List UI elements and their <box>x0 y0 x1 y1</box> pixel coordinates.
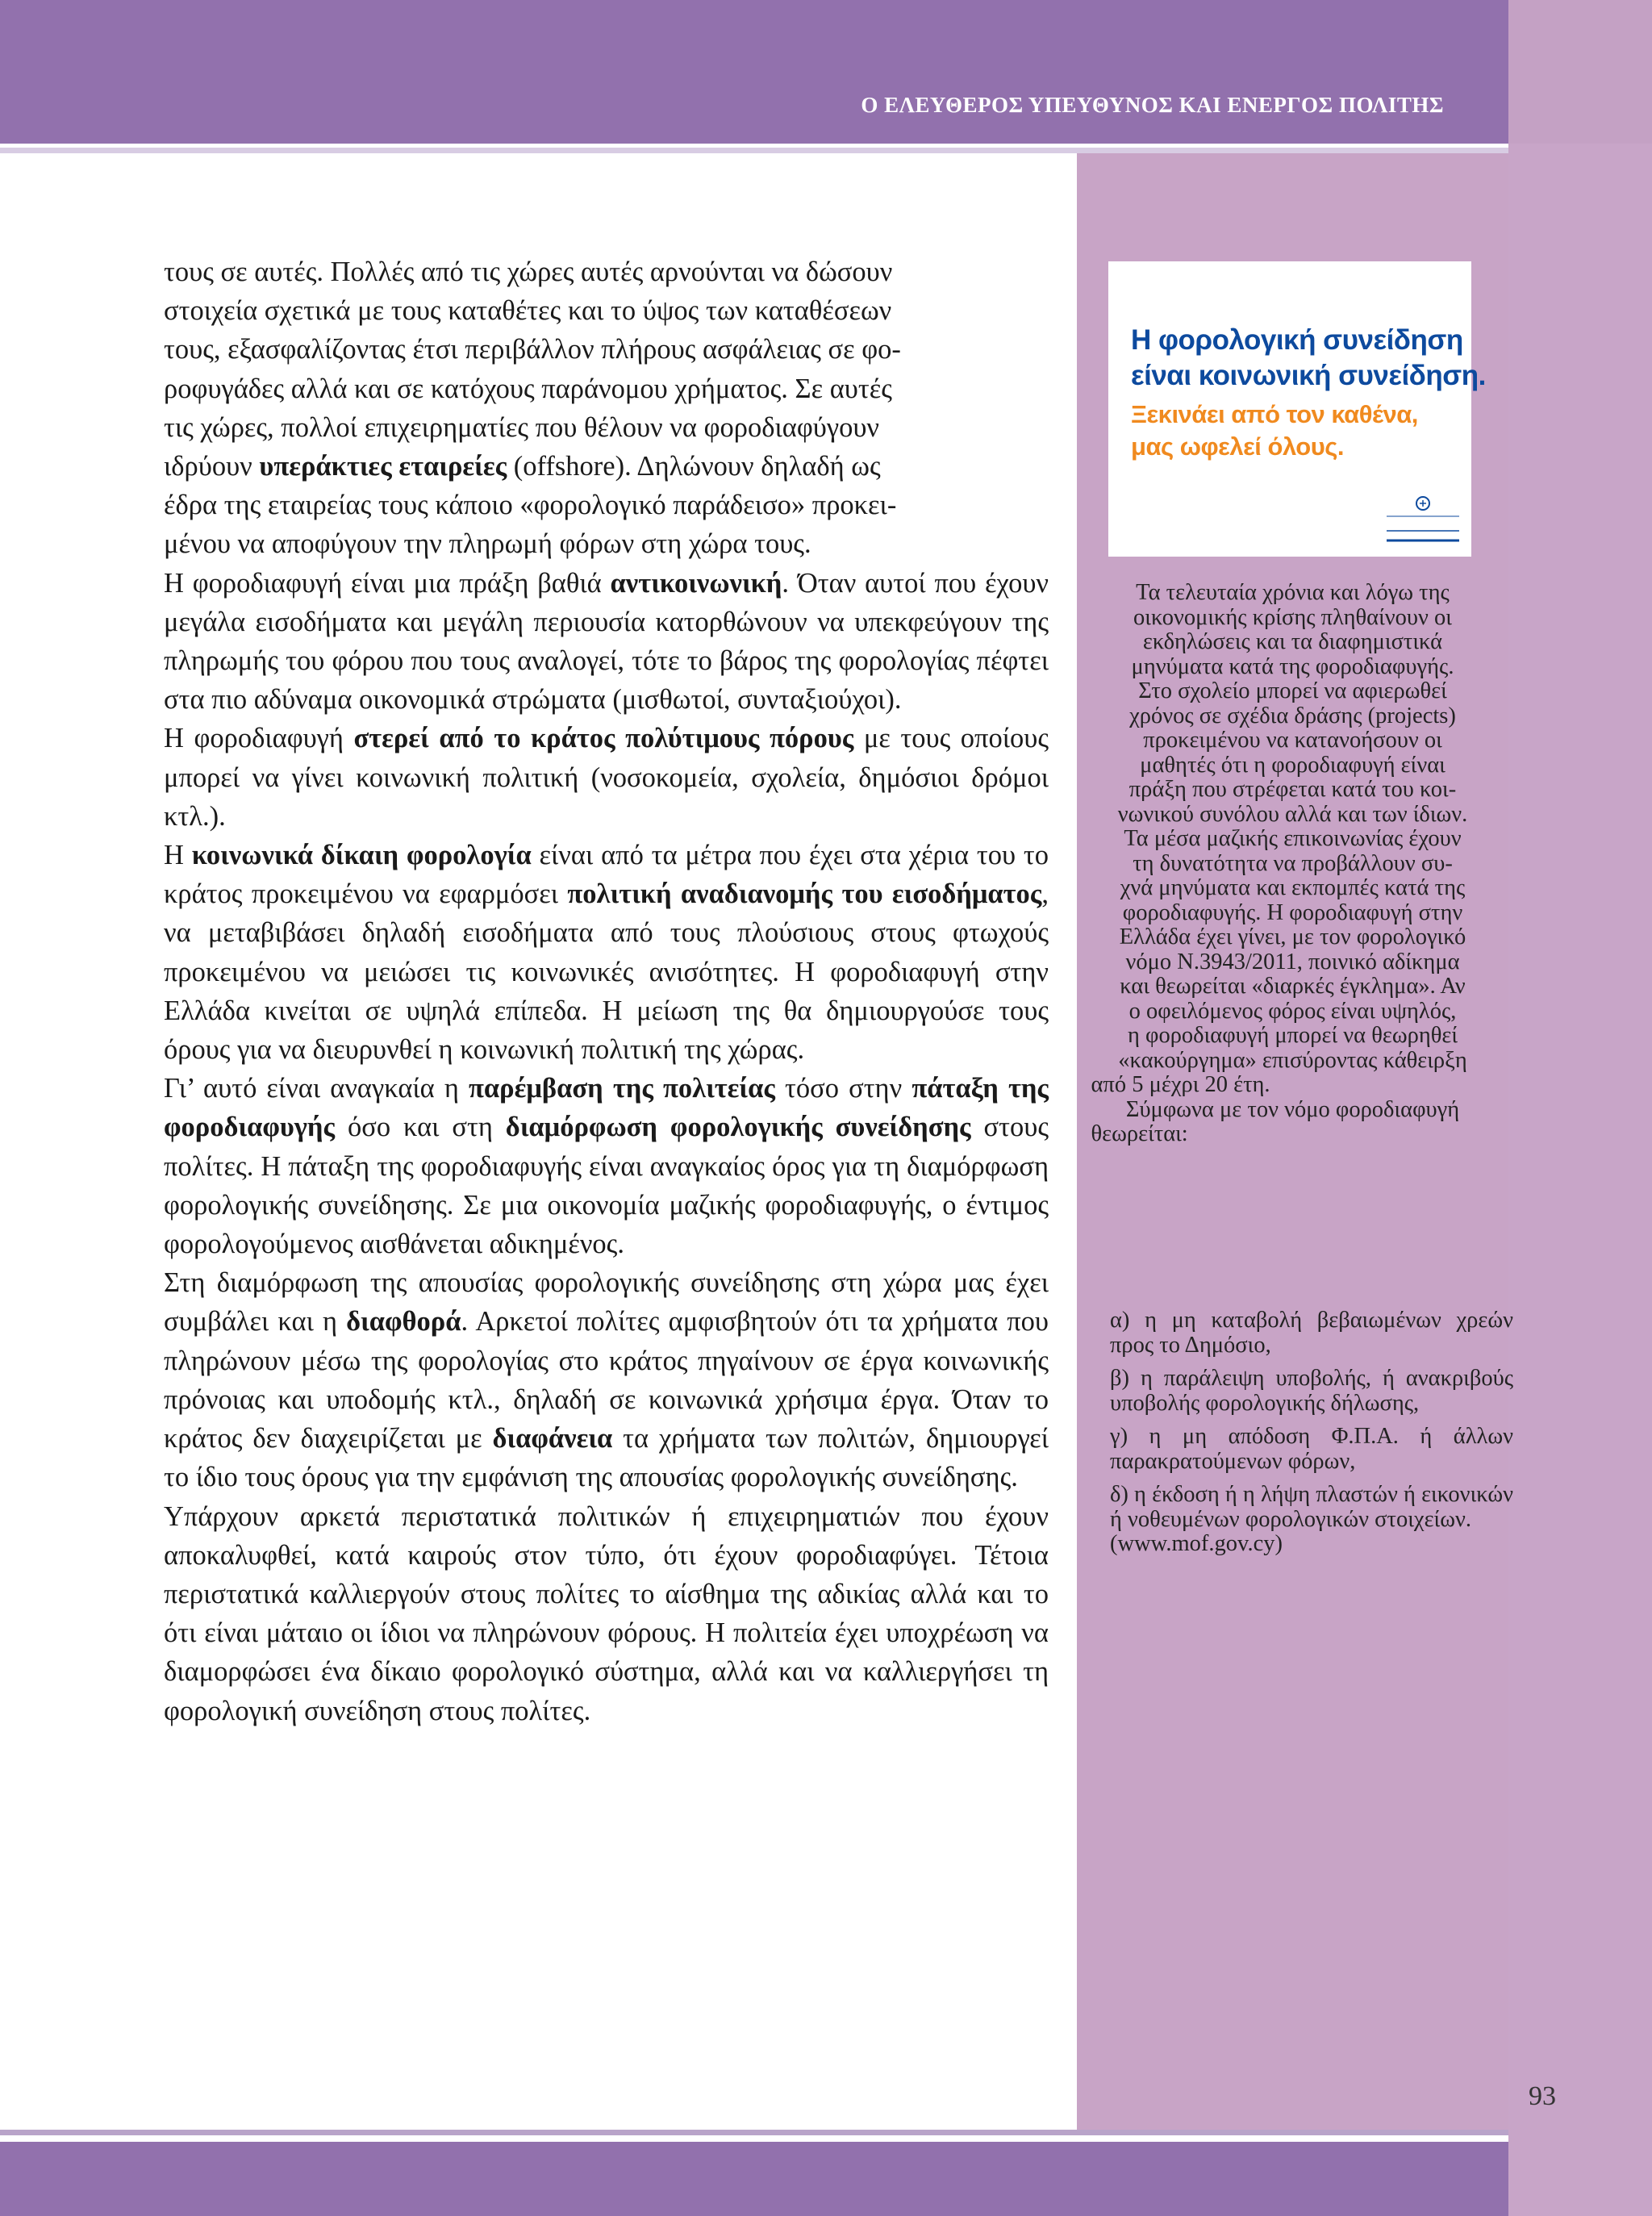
paragraph-2: Η φοροδιαφυγή είναι μια πράξη βαθιά αντικοινωνική. Όταν αυτοί που έχουν μεγάλα εισοδήματα και μεγάλη περιουσία κατορθώνουν να υπεκφεύγουν της πληρωμής του φόρου που τους αναλογεί, τότε το βάρος της φορολογίας πέφτει στα πιο αδύναμα οικονομικά στρώματα (μισθωτοί, συνταξιούχοι). <box>164 567 1049 716</box>
header-rule <box>0 148 1508 153</box>
sidebar-list <box>1110 1308 1513 1566</box>
page-number: 93 <box>1529 2081 1556 2111</box>
main-body-text <box>164 252 1049 1730</box>
sidebar-paragraph: Τα τελευταία χρόνια και λόγω της οικονομικής κρίσης πληθαίνουν οι εκδηλώσεις και τα διαφημιστικά μηνύματα κατά της φοροδιαφυγής. Στο σχολείο μπορεί να αφιερωθεί χρόνος σε σχέδια δράσης (projects) προκειμένου να κατανοήσουν οι μαθητές ότι η φοροδιαφυγή είναι πράξη που στρέφεται κατά του κοι- νωνικού συνόλου αλλά και των ίδιων. Τα μέσα μαζικής επικοινωνίας έχουν τη δυνατότητα να προβάλλουν συ- χνά μηνύματα και εκπομπές κατά της φοροδιαφυγής. Η φοροδιαφυγή στην Ελλάδα έχει γίνει, με τον φορολογικό νόμο Ν.3943/2011, ποινικό αδίκημα και θεωρείται «διαρκές έγκλημα». Αν ο οφειλόμενος φόρος είναι υψηλός, η φοροδιαφυγή μπορεί να θεωρηθεί «κακούργημα» επισύροντας κάθειρξη από 5 μέχρι 20 έτη. Σύμφωνα με τον νόμο φοροδιαφυγή θεωρείται: <box>1091 580 1468 1146</box>
source-citation: (www.mof.gov.cy) <box>1110 1531 1283 1556</box>
sidebar-text <box>1073 581 1512 1147</box>
page-edge-strip <box>1508 0 1652 2216</box>
list-item: α) η μη καταβολή βεβαιωμένων χρεών προς το Δημόσιο, <box>1110 1308 1513 1358</box>
ministry-emblem-icon <box>1383 494 1463 550</box>
header-band <box>0 0 1508 144</box>
list-item: β) η παράλειψη υποβολής, ή ανακριβούς υποβολής φορολογικής δήλωσης, <box>1110 1366 1513 1416</box>
paragraph-4: Η κοινωνικά δίκαιη φορολογία είναι από τα μέτρα που έχει στα χέρια του το κράτος προκειμένου να εφαρμόσει πολιτική αναδιανομής του εισοδήματος, να μεταβιβάσει δηλαδή εισοδήματα από τους πλούσιους στους φτωχούς προκειμένου να μειώσει τις κοινωνικές ανισότητες. Η φοροδιαφυγή στην Ελλάδα κινείται σε υψηλά επίπεδα. Η μείωση της θα δημιουργούσε τους όρους για να διευρυνθεί η κοινωνική πολιτική της χώρας. <box>164 840 1049 1066</box>
paragraph-6: Στη διαμόρφωση της απουσίας φορολογικής συνείδησης στη χώρα μας έχει συμβάλει και η διαφθορά. Αρκετοί πολίτες αμφισβητούν ότι τα χρήματα που πληρώνουν μέσω της φορολογίας στο κράτος πηγαίνουν σε έργα κοινωνικής πρόνοιας και υποδομής κτλ., δηλαδή σε κοινωνικά χρήσιμα έργα. Όταν το κράτος δεν διαχειρίζεται με διαφάνεια τα χρήματα των πολιτών, δημιουργεί το ίδιο τους όρους για την εμφάνιση της απουσίας φορολογικής συνείδησης. <box>164 1267 1049 1493</box>
footer-rule <box>0 2130 1508 2135</box>
poster-tagline-2: μας ωφελεί όλους. <box>1131 432 1345 461</box>
list-item: γ) η μη απόδοση Φ.Π.Α. ή άλλων παρακρατούμενων φόρων, <box>1110 1424 1513 1474</box>
paragraph-3: Η φοροδιαφυγή στερεί από το κράτος πολύτιμους πόρους με τους οποίους μπορεί να γίνει κοινωνική πολιτική (νοσοκομεία, σχολεία, δημόσιοι δρόμοι κτλ.). <box>164 723 1049 832</box>
running-header-title: Ο ΕΛΕΥΘΕΡΟΣ ΥΠΕΥΘΥΝΟΣ ΚΑΙ ΕΝΕΡΓΟΣ ΠΟΛΙΤΗΣ <box>861 93 1444 117</box>
paragraph-1: τους σε αυτές. Πολλές από τις χώρες αυτές αρνούνται να δώσουν στοιχεία σχετικά με τους καταθέτες και το ύψος των καταθέσεων τους, εξασφαλίζοντας έτσι περιβάλλον πλήρους ασφάλειας σε φο- ροφυγάδες αλλά και σε κατόχους παράνομου χρήματος. Σε αυτές τις χώρες, πολλοί επιχειρηματίες που θέλουν να φοροδιαφύγουν ιδρύουν υπεράκτιες εταιρείες (offshore). Δηλώνουν δηλαδή ως έδρα της εταιρείας τους κάποιο «φορολογικό παράδεισο» προκει- μένου να αποφύγουν την πληρωμή φόρων στη χώρα τους. <box>164 257 901 560</box>
footer-band <box>0 2142 1508 2216</box>
poster-tagline-1: Ξεκινάει από τον καθένα, <box>1131 400 1418 428</box>
paragraph-5: Γι’ αυτό είναι αναγκαία η παρέμβαση της πολιτείας τόσο στην πάταξη της φοροδιαφυγής όσο και στη διαμόρφωση φορολογικής συνείδησης στους πολίτες. Η πάταξη της φοροδιαφυγής είναι αναγκαίος όρος για τη διαμόρφωση φορολογικής συνείδησης. Σε μια οικονομία μαζικής φοροδιαφυγής, ο έντιμος φορολογούμενος αισθάνεται αδικημένος. <box>164 1073 1049 1260</box>
tax-awareness-poster <box>1108 261 1486 557</box>
page-edge-strip-top <box>1508 0 1652 144</box>
paragraph-7: Υπάρχουν αρκετά περιστατικά πολιτικών ή επιχειρηματιών που έχουν αποκαλυφθεί, κατά καιρούς στον τύπο, ότι έχουν φοροδιαφύγει. Τέτοια περιστατικά καλλιεργούν στους πολίτες το αίσθημα της αδικίας αλλά και το ότι είναι μάταιο οι ίδιοι να πληρώνουν φόρους. Η πολιτεία έχει υποχρέωση να διαμορφώσει ένα δίκαιο φορολογικό σύστημα, αλλά και να καλλιεργήσει τη φορολογική συνείδηση στους πολίτες. <box>164 1500 1049 1726</box>
poster-headline-2: είναι κοινωνική συνείδηση. <box>1131 360 1486 391</box>
poster-headline-1: Η φορολογική συνείδηση <box>1131 324 1463 356</box>
list-item: δ) η έκδοση ή η λήψη πλαστών ή εικονικών ή νοθευμένων φορολογικών στοιχείων. <box>1110 1482 1513 1532</box>
